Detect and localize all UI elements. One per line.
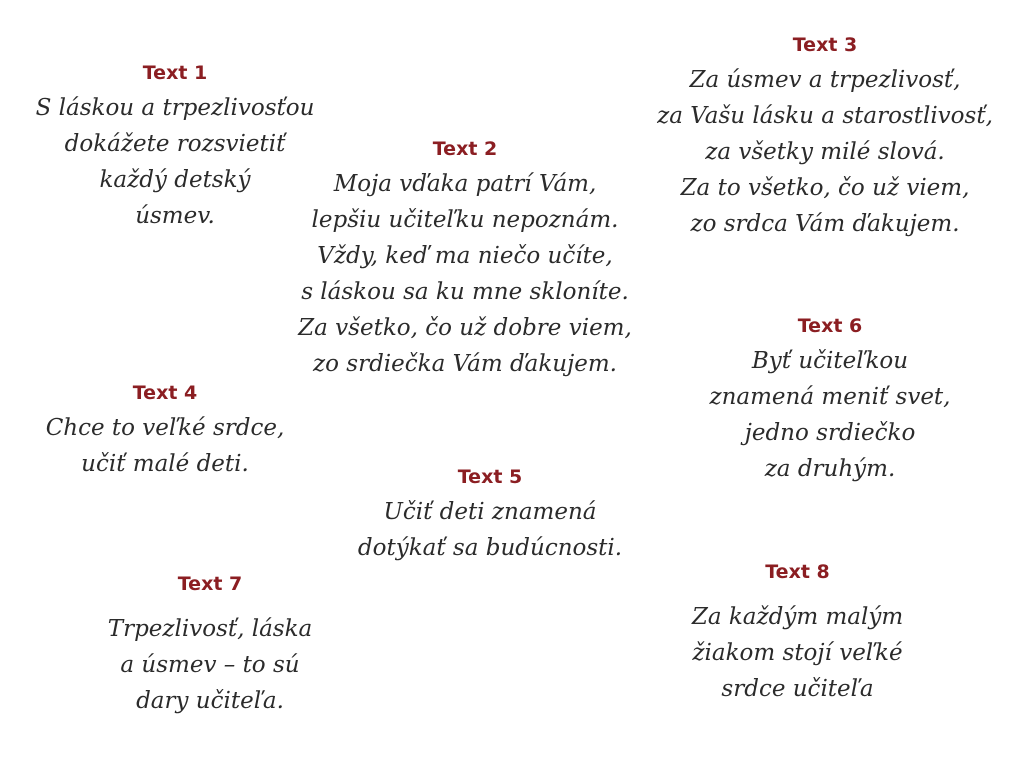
text-block-5	[340, 466, 640, 566]
poem-line: za druhým.	[764, 456, 896, 482]
poem-text	[690, 343, 970, 487]
text-label: Text 5	[457, 466, 523, 488]
poem-line: Moja vďaka patrí Vám,	[333, 171, 597, 197]
text-label: Text 4	[132, 382, 198, 404]
poem-line: lepšiu učiteľku nepoznám.	[311, 207, 619, 233]
text-block-3	[630, 34, 1020, 242]
poem-line: S láskou a trpezlivosťou	[35, 95, 315, 121]
poem-line: zo srdca Vám ďakujem.	[690, 211, 960, 237]
text-block-7	[90, 573, 330, 719]
poem-line: jedno srdiečko	[744, 420, 916, 446]
text-label: Text 2	[432, 138, 498, 160]
text-label: Text 6	[797, 315, 863, 337]
poem-line: za Vašu lásku a starostlivosť,	[657, 103, 993, 129]
poem-line: Za to všetko, čo už viem,	[680, 175, 970, 201]
poem-line: dotýkať sa budúcnosti.	[357, 535, 623, 561]
poem-text	[20, 410, 310, 482]
text-block-4	[20, 382, 310, 482]
poem-text	[340, 494, 640, 566]
poem-line: zo srdiečka Vám ďakujem.	[313, 351, 617, 377]
poem-line: Za úsmev a trpezlivosť,	[689, 67, 961, 93]
text-label: Text 3	[792, 34, 858, 56]
text-label: Text 7	[177, 573, 243, 595]
poem-line: Za každým malým	[691, 604, 904, 630]
poem-line: učiť malé deti.	[81, 451, 249, 477]
text-label: Text 8	[765, 561, 830, 583]
poem-line: Trpezlivosť, láska	[107, 616, 313, 642]
text-block-1	[20, 62, 330, 234]
text-block-2	[295, 138, 635, 382]
poem-line: Byť učiteľkou	[751, 348, 909, 374]
poem-line: každý detský	[99, 167, 251, 193]
poem-line: srdce učiteľa	[721, 676, 874, 702]
text-label: Text 1	[142, 62, 208, 84]
text-block-6	[690, 315, 970, 487]
poem-line: úsmev.	[135, 203, 215, 229]
poem-text	[20, 90, 330, 234]
text-block-8	[670, 561, 925, 707]
poem-line: Učiť deti znamená	[383, 499, 597, 525]
poem-text	[90, 611, 330, 719]
poem-line: s láskou sa ku mne skloníte.	[301, 279, 629, 305]
poem-line: Vždy, keď ma niečo učíte,	[317, 243, 613, 269]
poem-line: žiakom stojí veľké	[692, 640, 903, 666]
poem-line: znamená meniť svet,	[709, 384, 951, 410]
poem-line: a úsmev – to sú	[120, 652, 300, 678]
poem-line: dokážete rozsvietiť	[64, 131, 286, 157]
poem-line: za všetky milé slová.	[705, 139, 945, 165]
poem-line: Za všetko, čo už dobre viem,	[298, 315, 632, 341]
poem-text	[670, 599, 925, 707]
poem-line: Chce to veľké srdce,	[45, 415, 285, 441]
poem-line: dary učiteľa.	[136, 688, 284, 714]
poem-text	[630, 62, 1020, 242]
poem-text	[295, 166, 635, 382]
